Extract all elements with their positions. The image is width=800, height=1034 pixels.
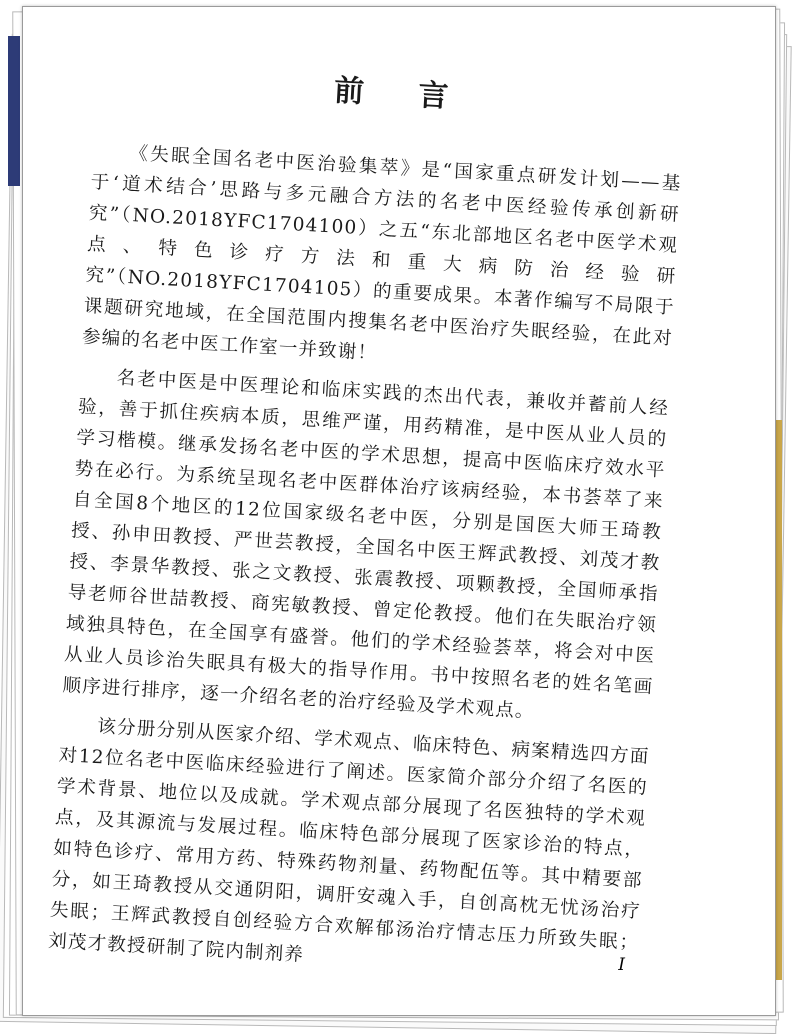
paragraph-experts: 名老中医是中医理论和临床实践的杰出代表，兼收并蓄前人经验，善于抓住疾病本质，思维严谨，用药精准，是中医从业人员的学习楷模。继承发扬名老中医的学术思想，提高中医临床疗效水平势在必行。为系统呈现名老中医群体治疗该病经验，本书荟萃了来自全国8个地区的12位国家级名老中医，分别是国医大师王琦教授、孙申田教授、严世芸教授，全国名中医王辉武教授、刘茂才教授、李景华教授、张之文教授、张震教授、项颗教授，全国师承指导老师谷世喆教授、商宪敏教授、曾定伦教授。他们在失眠治疗领域独具特色，在全国享有盛誉。他们的学术经验荟萃，将会对中医从业人员诊治失眠具有极大的指导作用。书中按照名老的姓名笔画顺序进行排序，逐一介绍名老的治疗经验及学术观点。 xyxy=(61,367,670,723)
page-title: 前 言 xyxy=(332,73,472,116)
book-cover-edge-left xyxy=(8,36,20,186)
page-content xyxy=(47,52,687,998)
document-page xyxy=(22,6,776,1016)
paragraph-intro: 《失眠全国名老中医治验集萃》是“国家重点研发计划——基于‘道术结合’思路与多元融合方法的名老中医经验传承创新研究”（NO.2018YFC1704100）之五“东北部地区名老中医学术观点、特色诊疗方法和重大病防治经验研究”（NO.2018YFC1704105）的重要成果。本著作编写不局限于课题研究地域，在全国范围内搜集名老中医治疗失眠经验，在此对参编的名老中医工作室一并致谢！ xyxy=(81,142,683,365)
paragraph-structure: 该分册分别从医家介绍、学术观点、临床特色、病案精选四方面对12位名老中医临床经验进行了阐述。医家简介部分介绍了名医的学术背景、地位以及成就。学术观点部分展现了名医独特的学术观点，及其源流与发展过程。临床特色部分展现了医家诊治的特点，如特色诊疗、常用方药、特殊药物剂量、药物配伍等。其中精要部分，如王琦教授从交通阴阳，调肝安魂入手，自创高枕无忧汤治疗失眠；王辉武教授自创经验方合欢解郁汤治疗情志压力所致失眠；刘茂才教授研制了院内制剂养 xyxy=(47,716,651,966)
page-number: I xyxy=(618,955,625,975)
